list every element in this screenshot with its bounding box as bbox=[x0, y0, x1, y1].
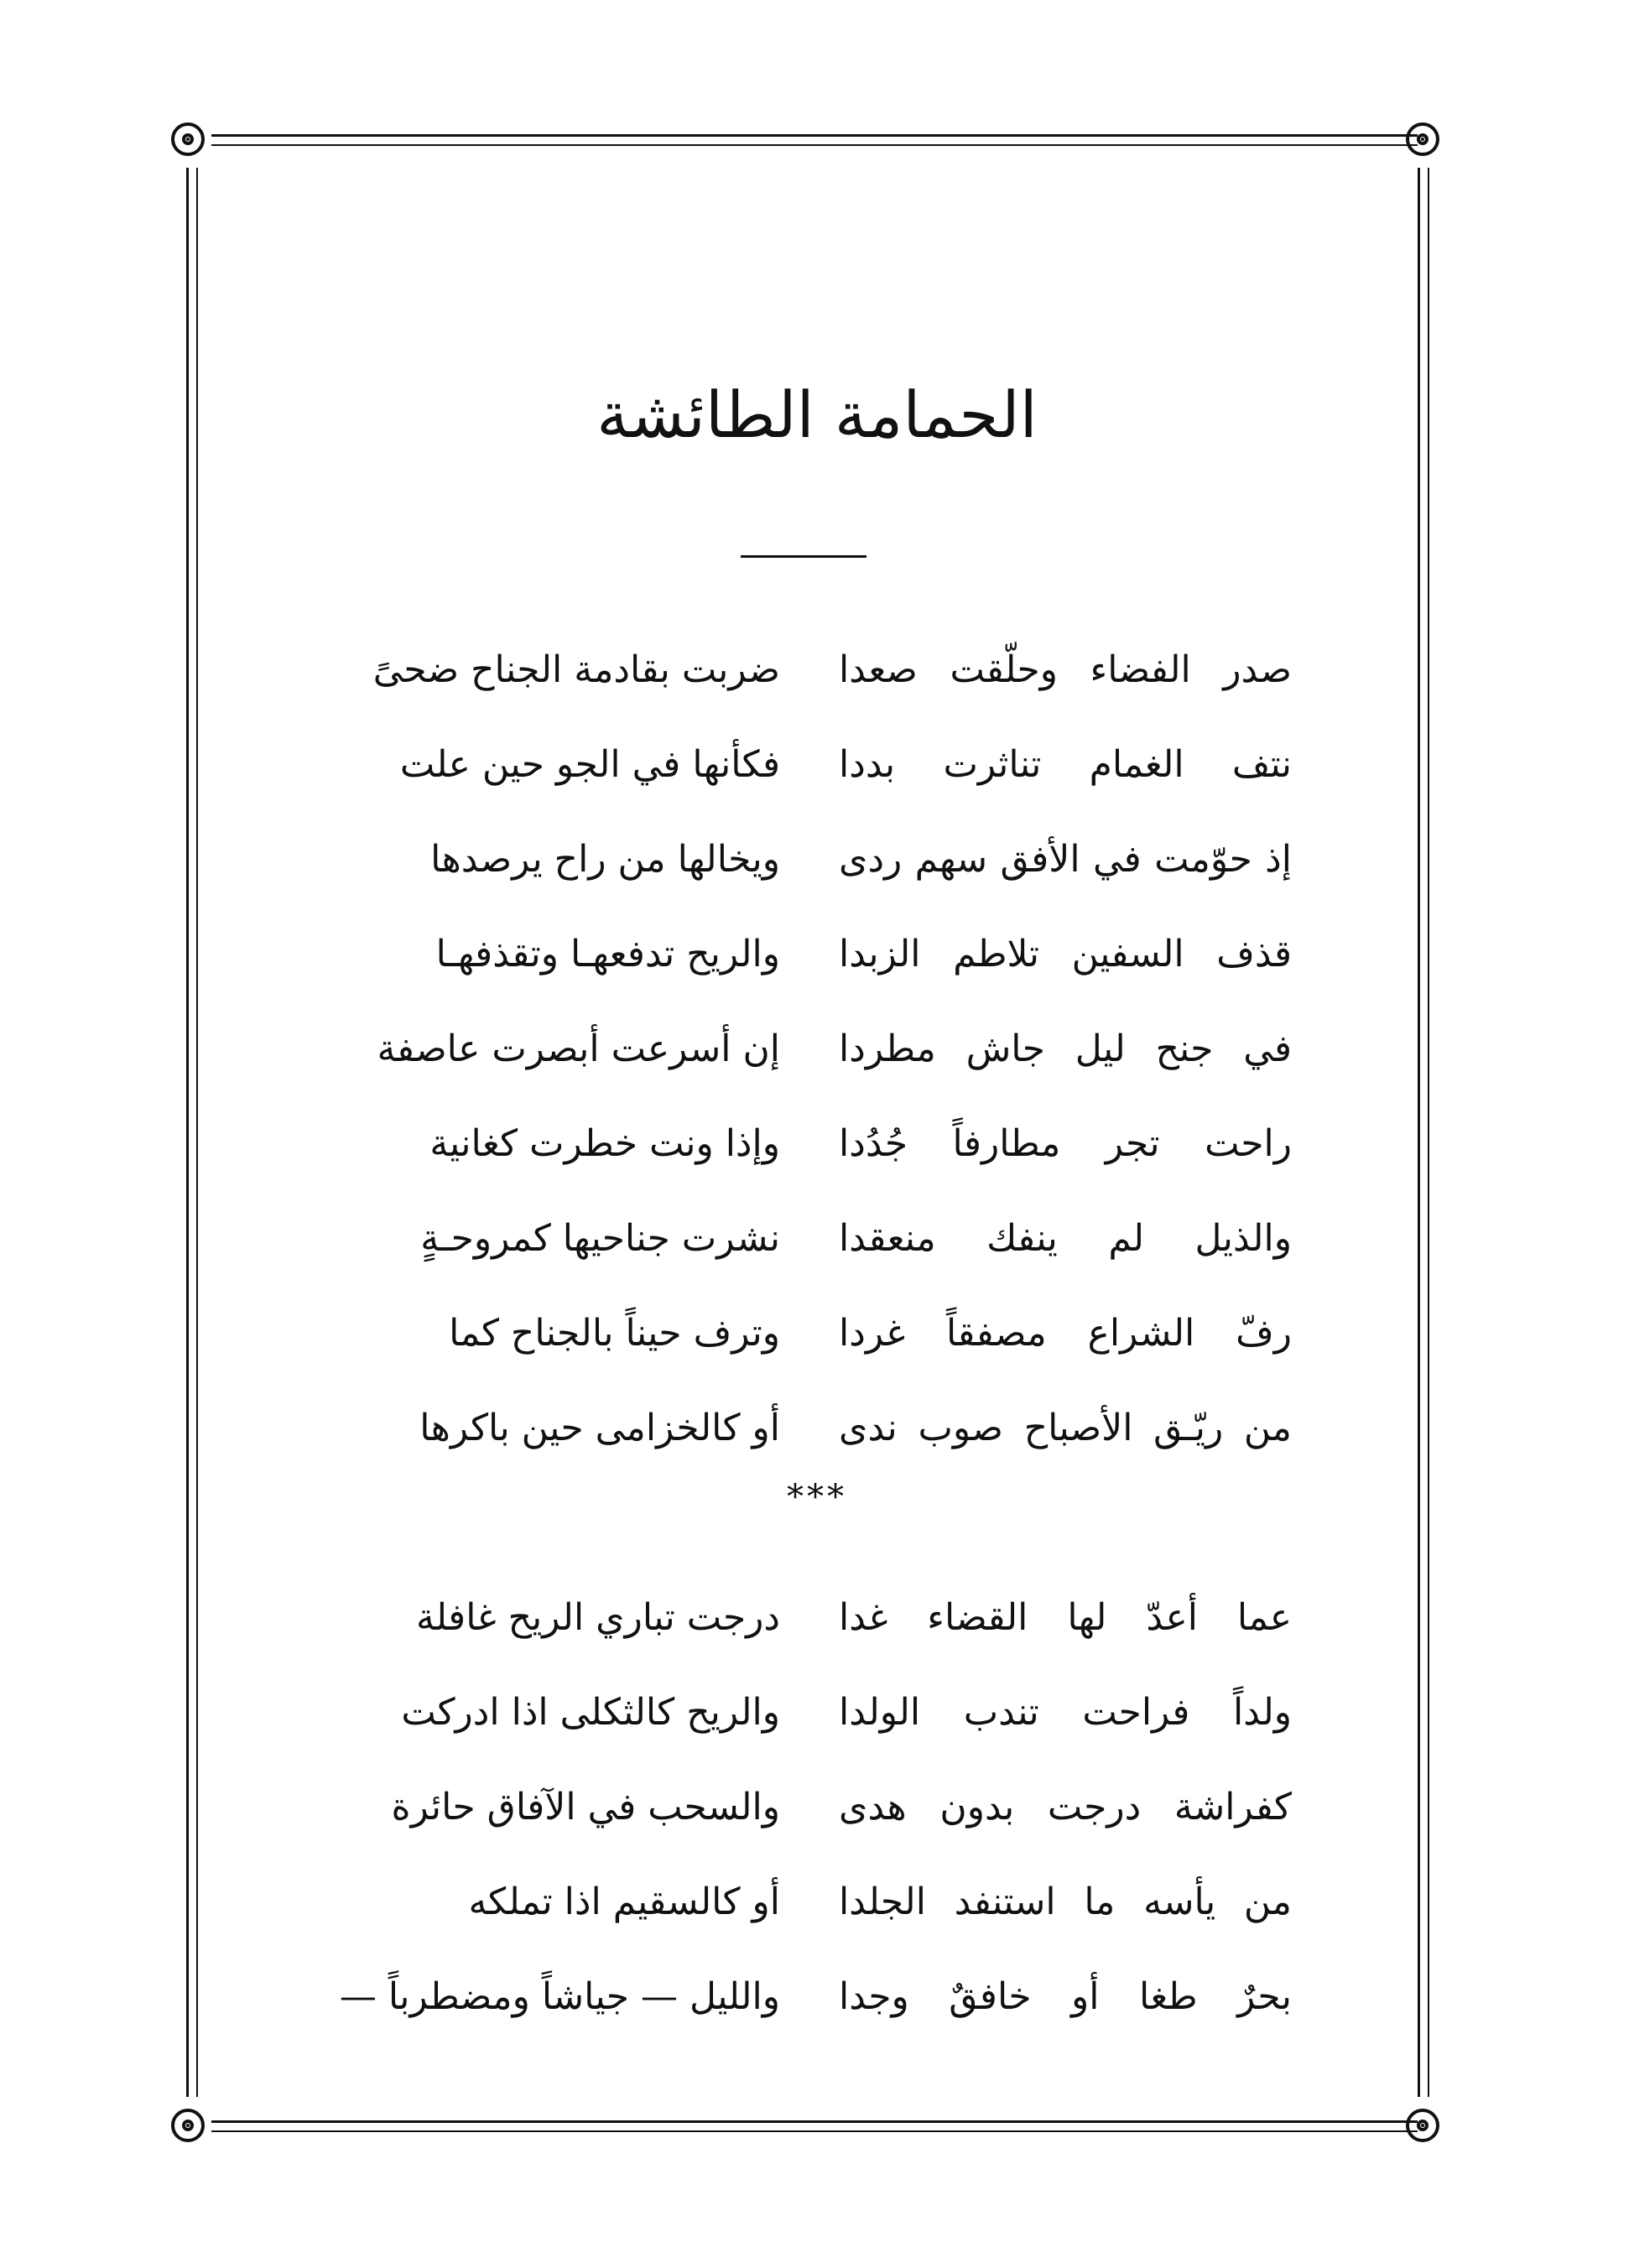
verse-first-hemistich: وترف حيناً بالجناح كما bbox=[449, 1312, 780, 1355]
frame-bottom-border-inner bbox=[211, 2130, 1418, 2132]
verse bbox=[310, 1760, 1292, 1854]
corner-ornament-bottom-right bbox=[1406, 2109, 1439, 2142]
verse-second-hemistich: والذيل لم ينفك منعقدا bbox=[839, 1217, 1292, 1260]
verse-first-hemistich: إن أسرعت أبصرت عاصفة bbox=[377, 1027, 780, 1070]
verse-first-hemistich: درجت تباري الريح غافلة bbox=[416, 1596, 780, 1639]
verse bbox=[310, 907, 1292, 1001]
frame-right-border-inner bbox=[1428, 168, 1429, 2097]
frame-top-border bbox=[211, 134, 1418, 137]
verse-second-hemistich: ولداً فراحت تندب الولدا bbox=[839, 1691, 1292, 1734]
verse-second-hemistich: نتف الغمام تناثرت بددا bbox=[839, 743, 1292, 786]
corner-ornament-bottom-left bbox=[171, 2109, 205, 2142]
verse-first-hemistich: وإذا ونت خطرت كغانية bbox=[429, 1122, 780, 1165]
verse-first-hemistich: والريح كالثكلى اذا ادركت bbox=[401, 1691, 780, 1734]
verse-second-hemistich: صدر الفضاء وحلّقت صعدا bbox=[839, 648, 1292, 691]
stanza-2 bbox=[310, 1570, 1292, 2044]
stanza-separator: *** bbox=[787, 1478, 847, 1516]
verse-second-hemistich: كفراشة درجت بدون هدى bbox=[839, 1786, 1292, 1828]
verse bbox=[310, 1949, 1292, 2044]
frame-right-border bbox=[1418, 168, 1420, 2097]
frame-left-border bbox=[186, 168, 189, 2097]
stanza-1 bbox=[310, 622, 1292, 1475]
verse-first-hemistich: والليل — جياشاً ومضطرباً — bbox=[339, 1975, 780, 2018]
verse-second-hemistich: من ريّـق الأصباح صوب ندى bbox=[839, 1407, 1292, 1449]
verse bbox=[310, 1570, 1292, 1665]
poem-title: الحمامة الطائشة bbox=[596, 377, 1038, 452]
verse-second-hemistich: إذ حوّمت في الأفق سهم ردى bbox=[839, 838, 1292, 881]
frame-top-border-inner bbox=[211, 144, 1418, 146]
verse-second-hemistich: رفّ الشراع مصفقاً غردا bbox=[839, 1312, 1292, 1355]
verse bbox=[310, 1096, 1292, 1191]
verse bbox=[310, 717, 1292, 812]
verse-first-hemistich: والسحب في الآفاق حائرة bbox=[391, 1786, 780, 1828]
verse-first-hemistich: ضربت بقادمة الجناح ضحىً bbox=[372, 648, 780, 691]
title-rule bbox=[741, 555, 866, 558]
verse bbox=[310, 1286, 1292, 1381]
corner-ornament-top-right bbox=[1406, 122, 1439, 156]
verse-first-hemistich: نشرت جناحيها كمروحـةٍ bbox=[420, 1217, 780, 1260]
verse bbox=[310, 1001, 1292, 1096]
verse bbox=[310, 1191, 1292, 1286]
frame-left-border-inner bbox=[196, 168, 198, 2097]
verse-first-hemistich: أو كالخزامى حين باكرها bbox=[419, 1407, 780, 1449]
verse-second-hemistich: راحت تجر مطارفاً جُدُدا bbox=[839, 1122, 1292, 1165]
verse-second-hemistich: من يأسه ما استنفد الجلدا bbox=[839, 1880, 1292, 1923]
verse-second-hemistich: عما أعدّ لها القضاء غدا bbox=[839, 1596, 1292, 1639]
verse-first-hemistich: والريح تدفعهـا وتقذفهـا bbox=[435, 933, 780, 975]
verse bbox=[310, 1381, 1292, 1475]
verse bbox=[310, 1854, 1292, 1949]
verse-second-hemistich: في جنح ليل جاش مطردا bbox=[839, 1027, 1292, 1070]
verse-second-hemistich: قذف السفين تلاطم الزبدا bbox=[839, 933, 1292, 975]
verse-first-hemistich: ويخالها من راح يرصدها bbox=[430, 838, 780, 881]
verse bbox=[310, 622, 1292, 717]
verse bbox=[310, 812, 1292, 907]
verse-second-hemistich: بحرٌ طغا أو خافقٌ وجدا bbox=[839, 1975, 1292, 2018]
frame-bottom-border bbox=[211, 2120, 1418, 2123]
verse bbox=[310, 1665, 1292, 1760]
verse-first-hemistich: فكأنها في الجو حين علت bbox=[399, 743, 780, 786]
corner-ornament-top-left bbox=[171, 122, 205, 156]
verse-first-hemistich: أو كالسقيم اذا تملكه bbox=[468, 1880, 780, 1923]
